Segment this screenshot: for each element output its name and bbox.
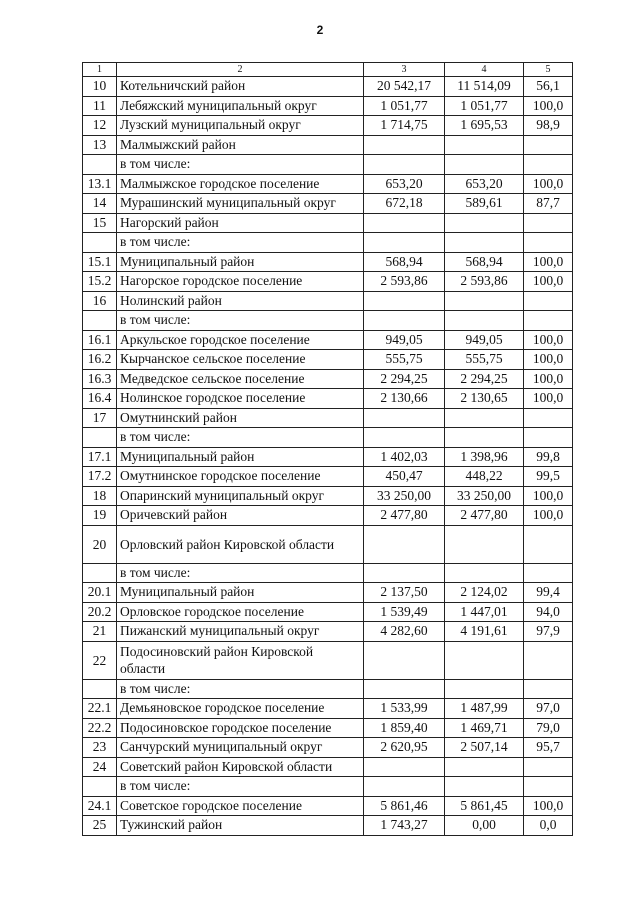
percent-cell: [524, 233, 573, 253]
actual-amount-cell: 1 447,01: [445, 602, 524, 622]
table-row: [83, 738, 573, 758]
row-name-cell: Муниципальный район: [117, 583, 364, 603]
row-name-cell: в том числе:: [117, 233, 364, 253]
row-name-cell: в том числе:: [117, 155, 364, 175]
percent-cell: 100,0: [524, 252, 573, 272]
planned-amount-cell: [364, 563, 445, 583]
percent-cell: [524, 428, 573, 448]
table-row: [83, 718, 573, 738]
row-name-cell: в том числе:: [117, 428, 364, 448]
planned-amount-cell: 33 250,00: [364, 486, 445, 506]
table-row: [83, 233, 573, 253]
row-number-cell: 17.1: [83, 447, 117, 467]
percent-cell: 100,0: [524, 330, 573, 350]
row-number-cell: 21: [83, 622, 117, 642]
planned-amount-cell: 672,18: [364, 194, 445, 214]
actual-amount-cell: 5 861,45: [445, 796, 524, 816]
table-row: [83, 116, 573, 136]
planned-amount-cell: 2 593,86: [364, 272, 445, 292]
row-name-cell: Омутнинское городское поселение: [117, 467, 364, 487]
planned-amount-cell: [364, 428, 445, 448]
header-cell: 2: [117, 63, 364, 77]
row-name-cell: Малмыжский район: [117, 135, 364, 155]
percent-cell: 0,0: [524, 816, 573, 836]
table-row: [83, 311, 573, 331]
percent-cell: [524, 213, 573, 233]
row-number-cell: 22.2: [83, 718, 117, 738]
planned-amount-cell: 1 402,03: [364, 447, 445, 467]
actual-amount-cell: 653,20: [445, 174, 524, 194]
row-number-cell: 19: [83, 506, 117, 526]
planned-amount-cell: [364, 233, 445, 253]
page-number: 2: [316, 23, 324, 37]
row-name-cell: Мурашинский муниципальный округ: [117, 194, 364, 214]
row-number-cell: 11: [83, 96, 117, 116]
row-name-cell: Аркульское городское поселение: [117, 330, 364, 350]
actual-amount-cell: 448,22: [445, 467, 524, 487]
planned-amount-cell: 450,47: [364, 467, 445, 487]
row-number-cell: [83, 777, 117, 797]
planned-amount-cell: 555,75: [364, 350, 445, 370]
row-name-cell: Пижанский муниципальный округ: [117, 622, 364, 642]
planned-amount-cell: [364, 155, 445, 175]
actual-amount-cell: [445, 291, 524, 311]
table-row: [83, 213, 573, 233]
actual-amount-cell: 555,75: [445, 350, 524, 370]
row-name-cell: Советское городское поселение: [117, 796, 364, 816]
planned-amount-cell: 2 294,25: [364, 369, 445, 389]
table-row: [83, 155, 573, 175]
table-row: [83, 777, 573, 797]
row-number-cell: 16.4: [83, 389, 117, 409]
planned-amount-cell: 5 861,46: [364, 796, 445, 816]
planned-amount-cell: 2 477,80: [364, 506, 445, 526]
actual-amount-cell: [445, 757, 524, 777]
row-name-cell: в том числе:: [117, 777, 364, 797]
planned-amount-cell: 1 051,77: [364, 96, 445, 116]
percent-cell: 97,9: [524, 622, 573, 642]
row-name-cell: Орловский район Кировской области: [117, 525, 364, 563]
row-name-cell: Медведское сельское поселение: [117, 369, 364, 389]
percent-cell: [524, 291, 573, 311]
actual-amount-cell: [445, 525, 524, 563]
row-number-cell: 16: [83, 291, 117, 311]
row-number-cell: [83, 311, 117, 331]
row-name-cell: Муниципальный район: [117, 252, 364, 272]
percent-cell: 99,4: [524, 583, 573, 603]
percent-cell: 100,0: [524, 350, 573, 370]
row-name-cell: Нолинский район: [117, 291, 364, 311]
percent-cell: 100,0: [524, 796, 573, 816]
row-number-cell: 10: [83, 77, 117, 97]
percent-cell: 100,0: [524, 96, 573, 116]
row-name-cell: в том числе:: [117, 679, 364, 699]
row-name-cell: Лузский муниципальный округ: [117, 116, 364, 136]
percent-cell: [524, 641, 573, 679]
planned-amount-cell: 653,20: [364, 174, 445, 194]
row-number-cell: 24.1: [83, 796, 117, 816]
planned-amount-cell: 1 859,40: [364, 718, 445, 738]
row-number-cell: 20.1: [83, 583, 117, 603]
percent-cell: 98,9: [524, 116, 573, 136]
row-name-cell: Опаринский муниципальный округ: [117, 486, 364, 506]
planned-amount-cell: [364, 291, 445, 311]
table-row: [83, 350, 573, 370]
row-number-cell: 24: [83, 757, 117, 777]
percent-cell: 56,1: [524, 77, 573, 97]
table-body: [83, 63, 573, 836]
table-row: [83, 486, 573, 506]
actual-amount-cell: 2 593,86: [445, 272, 524, 292]
table-row: [83, 699, 573, 719]
row-name-cell: Малмыжское городское поселение: [117, 174, 364, 194]
row-number-cell: 22: [83, 641, 117, 679]
row-number-cell: [83, 233, 117, 253]
row-number-cell: [83, 155, 117, 175]
table-row: [83, 679, 573, 699]
percent-cell: [524, 155, 573, 175]
actual-amount-cell: 2 477,80: [445, 506, 524, 526]
actual-amount-cell: 1 051,77: [445, 96, 524, 116]
row-number-cell: 17.2: [83, 467, 117, 487]
row-number-cell: 16.3: [83, 369, 117, 389]
percent-cell: [524, 525, 573, 563]
row-name-cell: Омутнинский район: [117, 408, 364, 428]
planned-amount-cell: 20 542,17: [364, 77, 445, 97]
row-number-cell: 15.1: [83, 252, 117, 272]
actual-amount-cell: 1 487,99: [445, 699, 524, 719]
actual-amount-cell: 949,05: [445, 330, 524, 350]
actual-amount-cell: 4 191,61: [445, 622, 524, 642]
row-name-cell: Тужинский район: [117, 816, 364, 836]
actual-amount-cell: [445, 213, 524, 233]
percent-cell: 100,0: [524, 389, 573, 409]
table-row: [83, 389, 573, 409]
row-name-cell: в том числе:: [117, 311, 364, 331]
table-row: [83, 96, 573, 116]
actual-amount-cell: [445, 641, 524, 679]
row-name-cell: Нагорский район: [117, 213, 364, 233]
table-row: [83, 796, 573, 816]
row-name-cell: Санчурский муниципальный округ: [117, 738, 364, 758]
actual-amount-cell: [445, 679, 524, 699]
table-row: [83, 563, 573, 583]
row-number-cell: 22.1: [83, 699, 117, 719]
planned-amount-cell: [364, 641, 445, 679]
table-row: [83, 174, 573, 194]
row-name-cell: Демьяновское городское поселение: [117, 699, 364, 719]
actual-amount-cell: 11 514,09: [445, 77, 524, 97]
row-name-cell: Подосиновский район Кировской области: [117, 641, 364, 679]
planned-amount-cell: 1 743,27: [364, 816, 445, 836]
row-name-cell: Оричевский район: [117, 506, 364, 526]
actual-amount-cell: 2 124,02: [445, 583, 524, 603]
table-row: [83, 252, 573, 272]
table-row: [83, 330, 573, 350]
percent-cell: 100,0: [524, 486, 573, 506]
row-number-cell: 16.2: [83, 350, 117, 370]
table-row: [83, 506, 573, 526]
planned-amount-cell: 2 137,50: [364, 583, 445, 603]
actual-amount-cell: [445, 408, 524, 428]
planned-amount-cell: 2 620,95: [364, 738, 445, 758]
actual-amount-cell: [445, 155, 524, 175]
table-row: [83, 622, 573, 642]
planned-amount-cell: [364, 311, 445, 331]
row-name-cell: Нагорское городское поселение: [117, 272, 364, 292]
planned-amount-cell: [364, 525, 445, 563]
table-row: [83, 816, 573, 836]
table-row: [83, 757, 573, 777]
table-row: [83, 291, 573, 311]
table-row: [83, 272, 573, 292]
row-name-cell: в том числе:: [117, 563, 364, 583]
percent-cell: [524, 777, 573, 797]
actual-amount-cell: 1 398,96: [445, 447, 524, 467]
table-row: [83, 194, 573, 214]
planned-amount-cell: [364, 213, 445, 233]
actual-amount-cell: 33 250,00: [445, 486, 524, 506]
planned-amount-cell: 1 714,75: [364, 116, 445, 136]
budget-table: [82, 62, 573, 836]
actual-amount-cell: [445, 135, 524, 155]
planned-amount-cell: 2 130,66: [364, 389, 445, 409]
table-row: [83, 369, 573, 389]
row-name-cell: Советский район Кировской области: [117, 757, 364, 777]
row-name-cell: Котельничский район: [117, 77, 364, 97]
percent-cell: [524, 563, 573, 583]
actual-amount-cell: [445, 311, 524, 331]
percent-cell: 95,7: [524, 738, 573, 758]
table-row: [83, 447, 573, 467]
row-number-cell: [83, 428, 117, 448]
percent-cell: 97,0: [524, 699, 573, 719]
actual-amount-cell: [445, 777, 524, 797]
actual-amount-cell: [445, 563, 524, 583]
row-number-cell: 16.1: [83, 330, 117, 350]
row-number-cell: 18: [83, 486, 117, 506]
planned-amount-cell: 1 533,99: [364, 699, 445, 719]
percent-cell: 99,8: [524, 447, 573, 467]
table-row: [83, 467, 573, 487]
row-name-cell: Орловское городское поселение: [117, 602, 364, 622]
percent-cell: 100,0: [524, 174, 573, 194]
row-number-cell: 15: [83, 213, 117, 233]
percent-cell: 100,0: [524, 369, 573, 389]
row-name-cell: Подосиновское городское поселение: [117, 718, 364, 738]
percent-cell: [524, 311, 573, 331]
planned-amount-cell: 949,05: [364, 330, 445, 350]
row-number-cell: [83, 679, 117, 699]
table-row: [83, 77, 573, 97]
percent-cell: [524, 679, 573, 699]
actual-amount-cell: [445, 428, 524, 448]
percent-cell: 100,0: [524, 506, 573, 526]
row-name-cell: Муниципальный район: [117, 447, 364, 467]
planned-amount-cell: 568,94: [364, 252, 445, 272]
percent-cell: [524, 408, 573, 428]
row-name-cell: Лебяжский муниципальный округ: [117, 96, 364, 116]
planned-amount-cell: [364, 757, 445, 777]
actual-amount-cell: [445, 233, 524, 253]
header-cell: 4: [445, 63, 524, 77]
table-row: [83, 428, 573, 448]
percent-cell: 94,0: [524, 602, 573, 622]
actual-amount-cell: 1 695,53: [445, 116, 524, 136]
table-row: [83, 525, 573, 563]
row-number-cell: 25: [83, 816, 117, 836]
row-name-cell: Кырчанское сельское поселение: [117, 350, 364, 370]
header-cell: 1: [83, 63, 117, 77]
actual-amount-cell: 2 130,65: [445, 389, 524, 409]
row-number-cell: 13.1: [83, 174, 117, 194]
row-number-cell: 12: [83, 116, 117, 136]
percent-cell: 87,7: [524, 194, 573, 214]
table-row: [83, 602, 573, 622]
percent-cell: 100,0: [524, 272, 573, 292]
row-number-cell: [83, 563, 117, 583]
row-number-cell: 14: [83, 194, 117, 214]
header-row: [83, 63, 573, 77]
table-row: [83, 641, 573, 679]
percent-cell: [524, 757, 573, 777]
actual-amount-cell: 589,61: [445, 194, 524, 214]
row-number-cell: 17: [83, 408, 117, 428]
row-number-cell: 13: [83, 135, 117, 155]
table-row: [83, 135, 573, 155]
planned-amount-cell: [364, 135, 445, 155]
actual-amount-cell: 2 507,14: [445, 738, 524, 758]
row-number-cell: 15.2: [83, 272, 117, 292]
row-number-cell: 23: [83, 738, 117, 758]
actual-amount-cell: 1 469,71: [445, 718, 524, 738]
table-row: [83, 408, 573, 428]
actual-amount-cell: 568,94: [445, 252, 524, 272]
planned-amount-cell: 1 539,49: [364, 602, 445, 622]
row-number-cell: 20: [83, 525, 117, 563]
header-cell: 5: [524, 63, 573, 77]
table-row: [83, 583, 573, 603]
planned-amount-cell: 4 282,60: [364, 622, 445, 642]
row-number-cell: 20.2: [83, 602, 117, 622]
planned-amount-cell: [364, 408, 445, 428]
actual-amount-cell: 0,00: [445, 816, 524, 836]
percent-cell: 79,0: [524, 718, 573, 738]
row-name-cell: Нолинское городское поселение: [117, 389, 364, 409]
actual-amount-cell: 2 294,25: [445, 369, 524, 389]
planned-amount-cell: [364, 679, 445, 699]
percent-cell: [524, 135, 573, 155]
planned-amount-cell: [364, 777, 445, 797]
header-cell: 3: [364, 63, 445, 77]
percent-cell: 99,5: [524, 467, 573, 487]
